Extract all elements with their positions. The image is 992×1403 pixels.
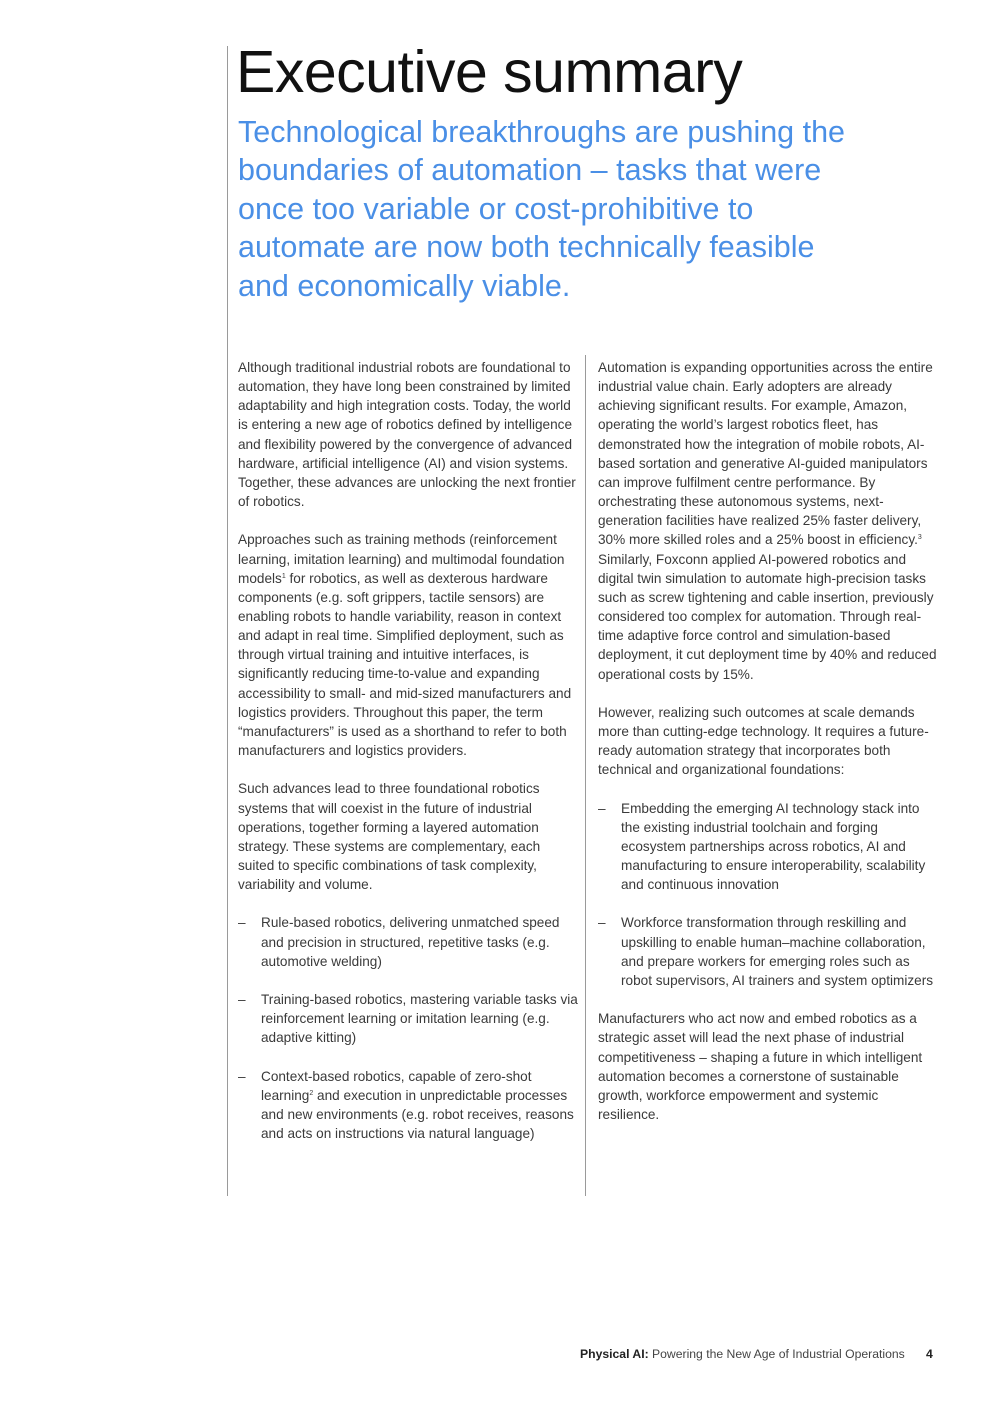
page-title: Executive summary (236, 39, 743, 105)
left-column (238, 358, 578, 1162)
robotics-systems-list (238, 913, 578, 1143)
left-paragraph-3: Such advances lead to three foundational robotics systems that will coexist in the future of industrial operations, together forming a layered automation strategy. These systems are complementary, each suited to specific combinations of task complexity, variability and volume. (238, 781, 541, 893)
foundations-list (598, 799, 938, 991)
right-column (598, 358, 938, 1143)
footer-report-subtitle: Powering the New Age of Industrial Operations (648, 1347, 905, 1361)
list-item-technology-stack: – Embedding the emerging AI technology stack into the existing industrial toolchain and forging ecosystem partnerships across robotics, AI and manufacturing to ensure interoperability, scalability and continuous innovation (598, 800, 926, 893)
right-paragraph-3: Manufacturers who act now and embed robotics as a strategic asset will lead the next phase of industrial competitiveness – shaping a future in which intelligent automation becomes a cornerstone of sustainable growth, workforce empowerment and systemic resilience. (598, 1011, 923, 1123)
list-item-context-based: – Context-based robotics, capable of zero-shot learning$^2$ and execution in unpredictable processes and new environments (e.g. robot receives, reasons and acts on instructions via natural language) (238, 1068, 574, 1142)
bullet-dash: – (238, 992, 246, 1008)
bullet-dash: – (598, 800, 606, 816)
footer-report-name: Physical AI: (580, 1347, 649, 1361)
bullet-dash: – (238, 915, 246, 931)
page-footer (580, 1347, 936, 1361)
footnote-ref-3[interactable]: 3 (917, 534, 922, 542)
column-divider-rule (585, 355, 586, 1196)
right-paragraph-2: However, realizing such outcomes at scale demands more than cutting-edge technology. It requires a future-ready automation strategy that incorporates both technical and organizational foundations: (598, 704, 929, 778)
bullet-dash: – (598, 915, 606, 931)
page-subtitle: Technological breakthroughs are pushing the boundaries of automation – tasks that were once too variable or cost-prohibitive to automate are now both technically feasible and economically viable. (238, 115, 846, 303)
title-vertical-rule (227, 46, 228, 1196)
left-paragraph-1: Although traditional industrial robots are foundational to automation, they have long been constrained by limited adaptability and high integration costs. Today, the world is entering a new age of robotics defined by intelligence and flexibility powered by the convergence of advanced hardware, artificial intelligence (AI) and vision systems. Together, these advances are unlocking the next frontier of robotics. (238, 360, 576, 510)
footnote-ref-2[interactable]: 2 (309, 1089, 314, 1097)
list-item-training-based: – Training-based robotics, mastering variable tasks via reinforcement learning or imitation learning (e.g. adaptive kitting) (238, 992, 578, 1046)
list-item-rule-based: – Rule-based robotics, delivering unmatched speed and precision in structured, repetitive tasks (e.g. automotive welding) (238, 915, 560, 969)
page-number: 4 (926, 1347, 933, 1361)
left-paragraph-2: Approaches such as training methods (reinforcement learning, imitation learning) and multimodal foundation models$^1$ for robotics, as well as dexterous hardware components (e.g. soft grippers, tactile sensors) are enabling robots to handle variability, reason in context and adapt in real time. Simplified deployment, such as through virtual training and intuitive interfaces, is significantly reducing time-to-value and expanding accessibility to small- and mid-sized manufacturers and logistics providers. Throughout this paper, the term “manufacturers” is used as a shorthand to refer to both manufacturers and logistics providers. (238, 532, 572, 759)
footnote-ref-1[interactable]: 1 (281, 572, 286, 580)
bullet-dash: – (238, 1068, 246, 1084)
list-item-workforce: – Workforce transformation through reskilling and upskilling to enable human–machine collaboration, and prepare workers for emerging roles such as robot supervisors, AI trainers and system optimizers (598, 915, 934, 988)
right-paragraph-1: Automation is expanding opportunities across the entire industrial value chain. Early adopters are already achieving significant results. For example, Amazon, operating the world’s largest robotics fleet, has demonstrated how the integration of mobile robots, AI-based sortation and generative AI-guided manipulators can improve fulfilment centre performance. By orchestrating these autonomous systems, next-generation facilities have realized 25% faster delivery, 30% more skilled roles and a 25% boost in efficiency.$^3$ Similarly, Foxconn applied AI-powered robotics and digital twin simulation to automate high-precision tasks such as screw tightening and cable insertion, previously considered too complex for automation. Through real-time adaptive force control and simulation-based deployment, it cut deployment time by 40% and reduced operational costs by 15%. (598, 360, 937, 682)
